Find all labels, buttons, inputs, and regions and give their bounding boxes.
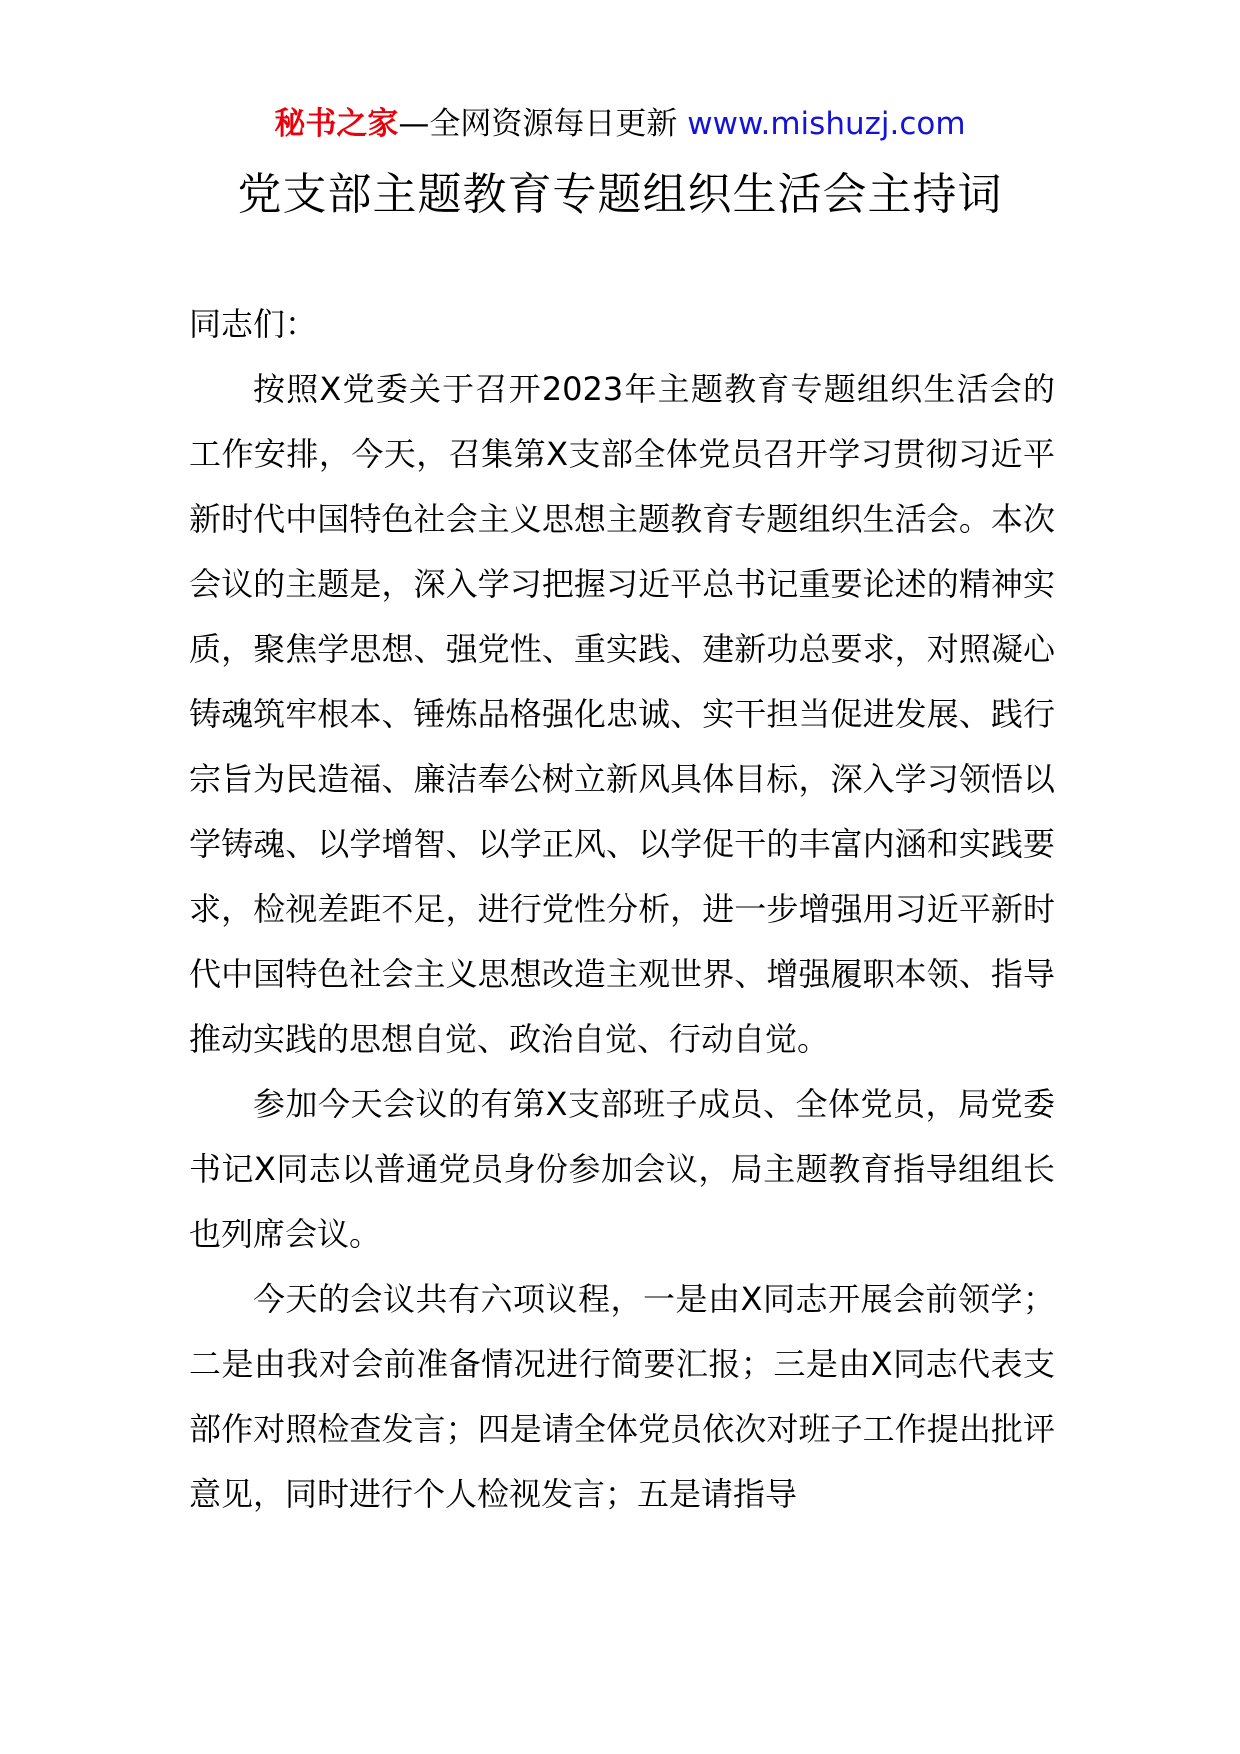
watermark-header: [0, 100, 1240, 148]
site-url: www.mishuzj.com: [687, 106, 966, 142]
paragraph: 今天的会议共有六项议程，一是由X同志开展会前领学；二是由我对会前准备情况进行简要汇报；三是由X同志代表支部作对照检查发言；四是请全体党员依次对班子工作提出批评意见，同时进行个人检视发言；五是请指导: [189, 1280, 1055, 1513]
paragraph: 按照X党委关于召开2023年主题教育专题组织生活会的工作安排，今天，召集第X支部全体党员召开学习贯彻习近平新时代中国特色社会主义思想主题教育专题组织生活会。本次会议的主题是，深入学习把握习近平总书记重要论述的精神实质，聚焦学思想、强党性、重实践、建新功总要求，对照凝心铸魂筑牢根本、锤炼品格强化忠诚、实干担当促进发展、践行宗旨为民造福、廉洁奉公树立新风具体目标，深入学习领悟以学铸魂、以学增智、以学正风、以学促干的丰富内涵和实践要求，检视差距不足，进行党性分析，进一步增强用习近平新时代中国特色社会主义思想改造主观世界、增强履职本领、指导推动实践的思想自觉、政治自觉、行动自觉。: [189, 370, 1055, 1058]
document-body: [189, 292, 1055, 1527]
document-title: 党支部主题教育专题组织生活会主持词: [237, 169, 1003, 220]
slogan: —全网资源每日更新: [398, 106, 688, 142]
salutation: 同志们：: [189, 305, 318, 343]
paragraph: 参加今天会议的有第X支部班子成员、全体党员，局党委书记X同志以普通党员身份参加会议，局主题教育指导组组长也列席会议。: [189, 1085, 1055, 1253]
brand-name: 秘书之家: [274, 106, 399, 142]
